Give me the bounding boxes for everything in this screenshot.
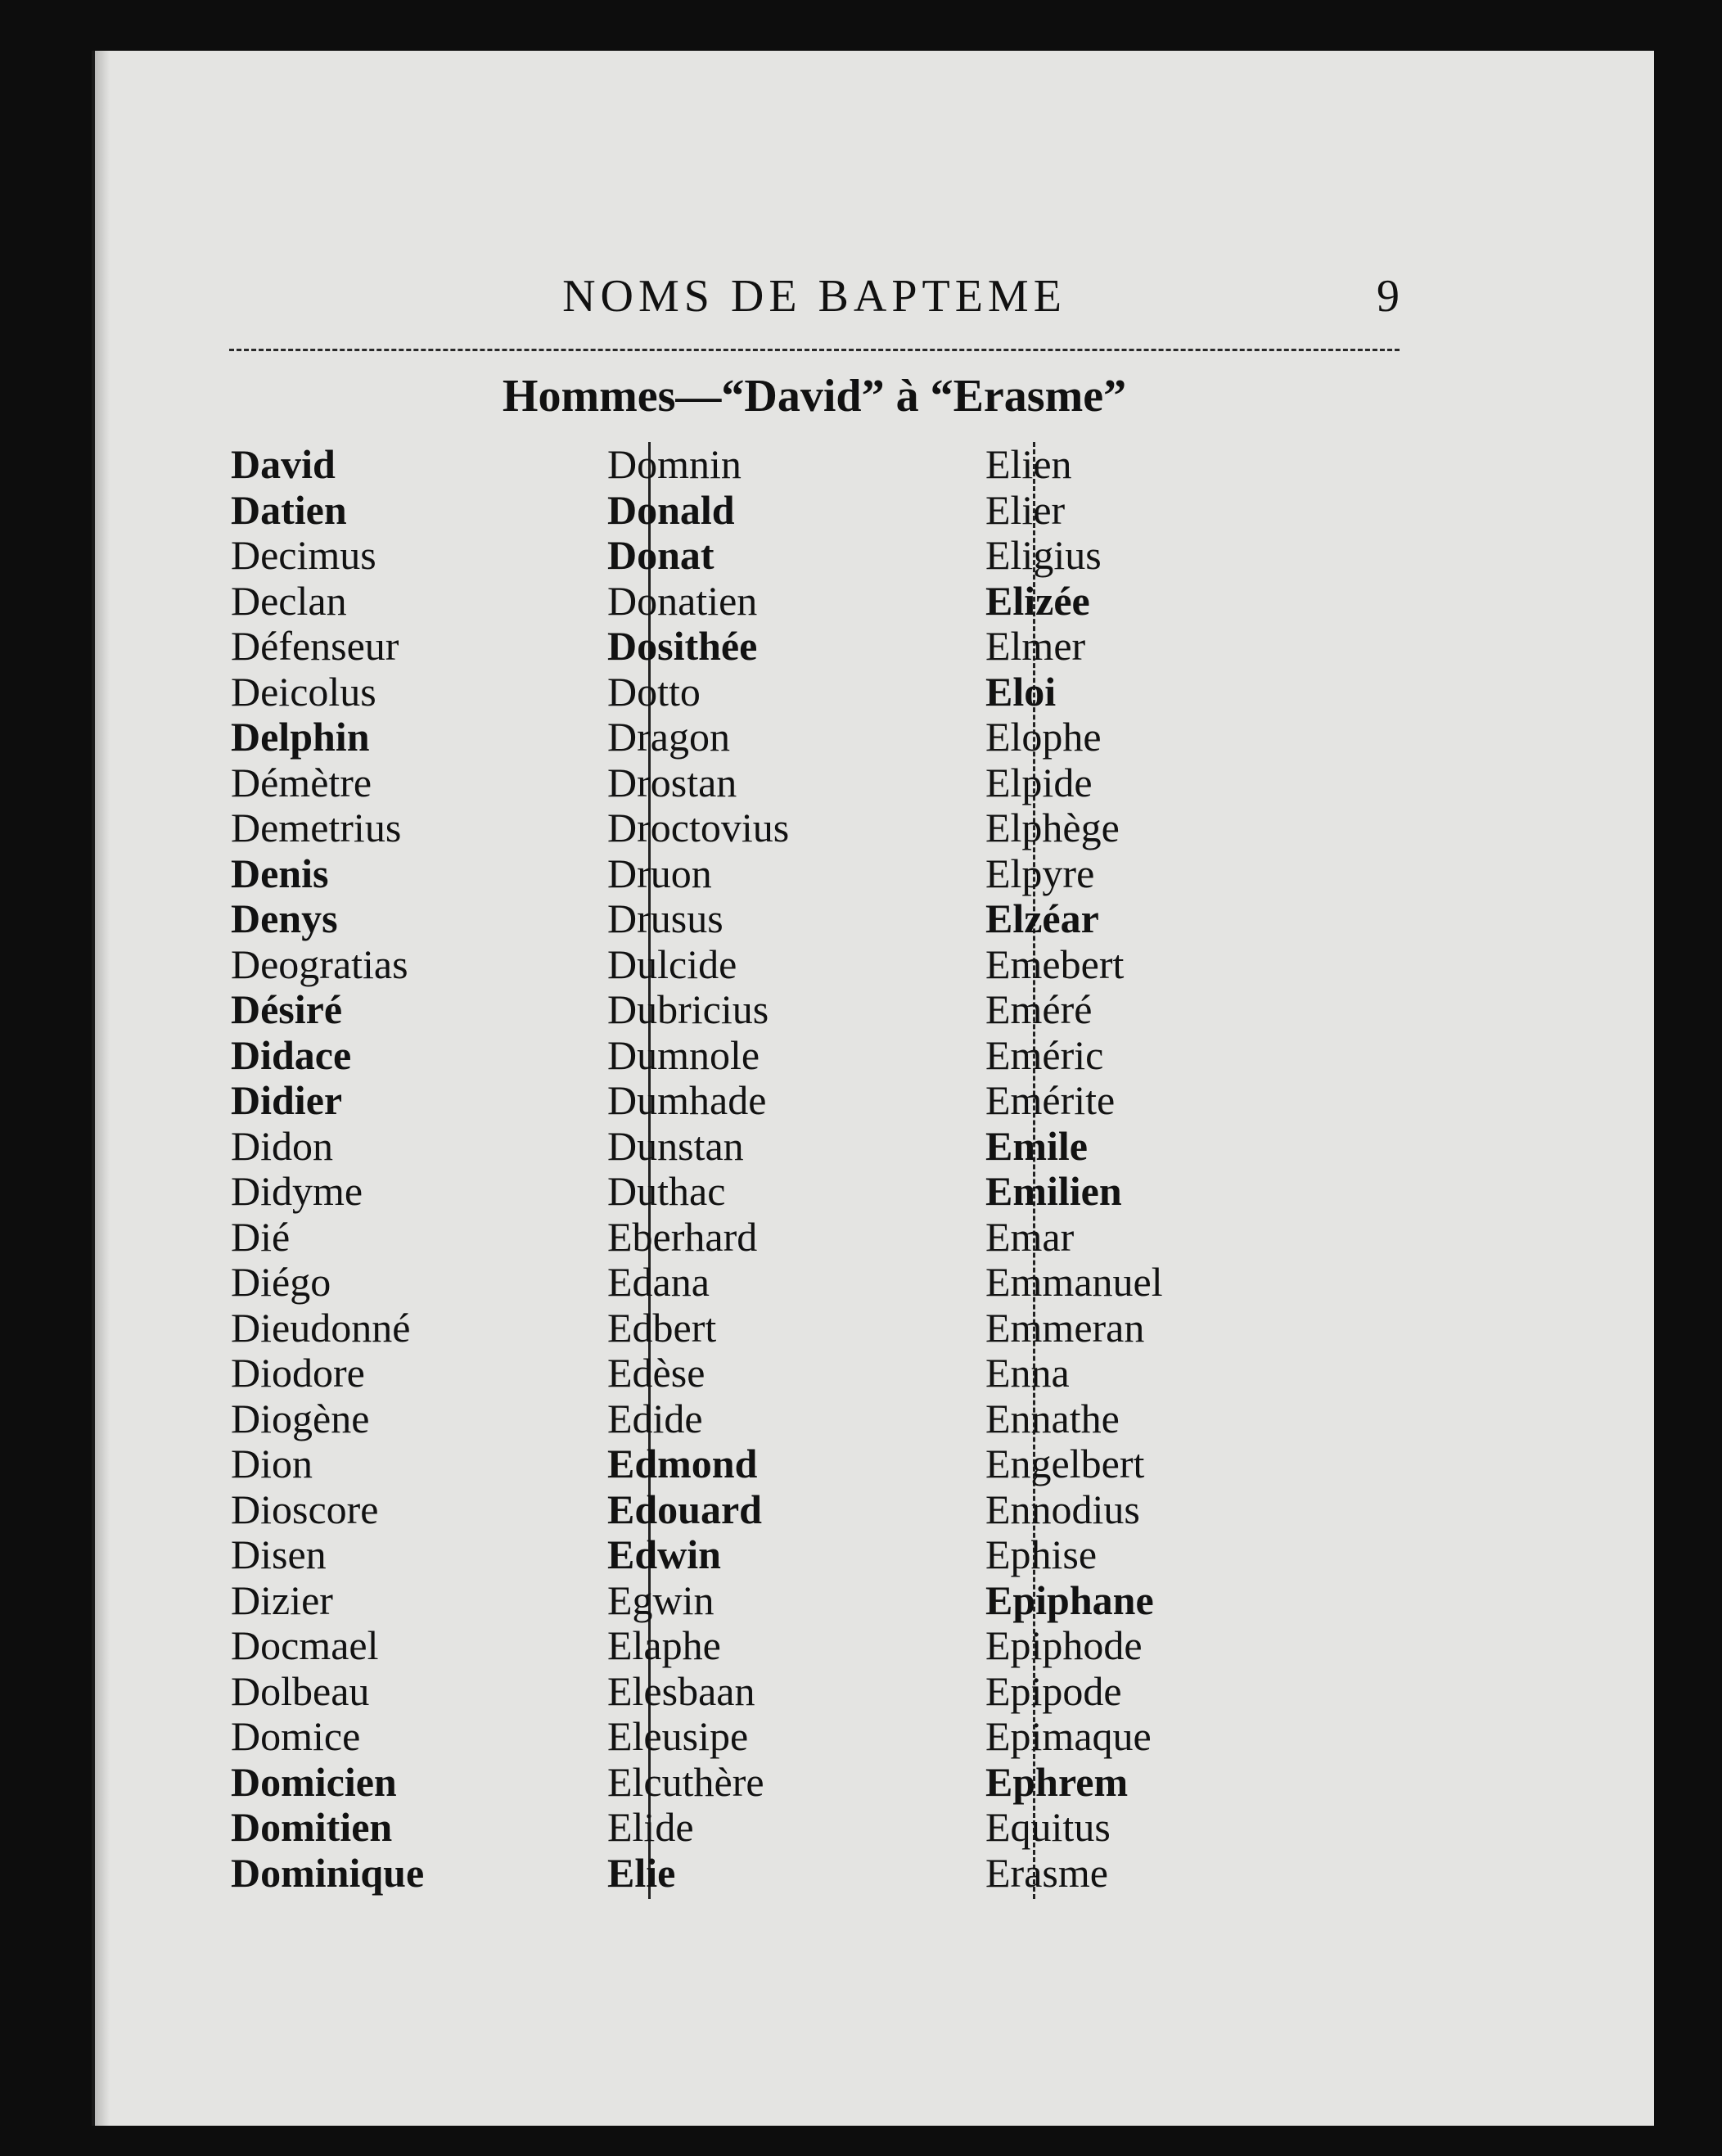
name-entry: Elesbaan xyxy=(607,1667,755,1714)
name-entry: Dubricius xyxy=(607,986,769,1032)
name-entry: David xyxy=(231,441,336,487)
name-entry: Elier xyxy=(985,486,1066,533)
name-entry: Dulcide xyxy=(607,940,737,987)
name-entry: Donatien xyxy=(607,577,758,624)
name-entry: Erasme xyxy=(985,1849,1108,1896)
name-entry: Donald xyxy=(607,486,735,533)
running-title: NOMS DE BAPTEME xyxy=(562,271,1066,322)
name-entry: Didier xyxy=(231,1077,343,1123)
name-entry: Diégo xyxy=(231,1259,331,1305)
name-entry: Drostan xyxy=(607,759,737,805)
name-entry: Engelbert xyxy=(985,1441,1145,1486)
names-column-2 xyxy=(607,442,951,1899)
name-entry: Elophe xyxy=(985,714,1102,760)
name-entry: Dotto xyxy=(607,668,701,715)
name-entry: Elphège xyxy=(985,805,1120,850)
name-entry: Emar xyxy=(985,1213,1075,1260)
name-entry: Elpide xyxy=(985,759,1093,805)
name-entry: Dieudonné xyxy=(231,1304,411,1351)
name-entry: Edwin xyxy=(607,1531,721,1577)
name-entry: Eloi xyxy=(985,668,1057,715)
names-column-1 xyxy=(231,442,554,1899)
name-entry: Elaphe xyxy=(607,1622,721,1668)
section-title: Hommes—“David” à “Erasme” xyxy=(502,371,1127,422)
name-entry: Dizier xyxy=(231,1576,333,1623)
name-entry: Emmanuel xyxy=(985,1259,1163,1305)
name-entry: Démètre xyxy=(231,759,372,805)
name-entry: Demetrius xyxy=(231,805,402,850)
name-entry: Epipode xyxy=(985,1667,1122,1714)
name-entry: Elien xyxy=(985,441,1072,487)
name-entry: Drusus xyxy=(607,895,724,941)
name-entry: Equitus xyxy=(985,1804,1111,1850)
name-entry: Domicien xyxy=(231,1758,397,1805)
name-entry: Ennathe xyxy=(985,1395,1120,1441)
name-entry: Enna xyxy=(985,1350,1070,1396)
name-entry: Decimus xyxy=(231,532,376,578)
name-entry: Edana xyxy=(607,1259,710,1305)
name-entry: Druon xyxy=(607,850,712,896)
names-table xyxy=(231,442,1401,1899)
name-entry: Ephise xyxy=(985,1531,1098,1577)
name-entry: Eméric xyxy=(985,1031,1104,1078)
name-entry: Duthac xyxy=(607,1168,726,1214)
name-entry: Deicolus xyxy=(231,668,376,715)
name-entry: Denys xyxy=(231,895,338,941)
name-entry: Disen xyxy=(231,1531,327,1577)
name-entry: Delphin xyxy=(231,714,370,760)
name-entry: Elide xyxy=(607,1804,694,1850)
name-entry: Elcuthère xyxy=(607,1758,764,1805)
name-entry: Eligius xyxy=(985,532,1102,578)
name-entry: Donat xyxy=(607,532,714,578)
header-rule xyxy=(229,349,1400,351)
name-entry: Emilien xyxy=(985,1168,1122,1214)
name-entry: Domitien xyxy=(231,1804,393,1850)
name-entry: Emile xyxy=(985,1122,1088,1169)
name-entry: Emmeran xyxy=(985,1304,1145,1351)
name-entry: Edbert xyxy=(607,1304,717,1351)
name-entry: Dominique xyxy=(231,1849,425,1896)
name-entry: Edmond xyxy=(607,1441,758,1486)
name-entry: Docmael xyxy=(231,1622,379,1668)
page-gutter-shadow xyxy=(95,51,110,2126)
name-entry: Dumnole xyxy=(607,1031,760,1078)
name-entry: Diogène xyxy=(231,1395,370,1441)
name-entry: Emérite xyxy=(985,1077,1116,1123)
name-entry: Défenseur xyxy=(231,623,399,669)
name-entry: Epiphane xyxy=(985,1576,1154,1623)
name-entry: Dragon xyxy=(607,714,730,760)
name-entry: Dosithée xyxy=(607,623,758,669)
name-entry: Elizée xyxy=(985,577,1090,624)
name-entry: Declan xyxy=(231,577,347,624)
name-entry: Didon xyxy=(231,1122,333,1169)
name-entry: Désiré xyxy=(231,986,343,1032)
name-entry: Elzéar xyxy=(985,895,1099,941)
page-header xyxy=(229,221,1400,327)
name-entry: Domice xyxy=(231,1713,361,1759)
name-entry: Eleusipe xyxy=(607,1713,749,1759)
name-entry: Didyme xyxy=(231,1168,363,1214)
name-entry: Diodore xyxy=(231,1350,365,1396)
name-entry: Elie xyxy=(607,1849,676,1896)
name-entry: Dion xyxy=(231,1441,313,1486)
name-entry: Epiphode xyxy=(985,1622,1143,1668)
page-number: 9 xyxy=(1377,271,1400,322)
name-entry: Eberhard xyxy=(607,1213,758,1260)
name-entry: Droctovius xyxy=(607,805,790,850)
name-entry: Emebert xyxy=(985,940,1125,987)
name-entry: Dié xyxy=(231,1213,291,1260)
name-entry: Elpyre xyxy=(985,850,1095,896)
name-entry: Dumhade xyxy=(607,1077,767,1123)
name-entry: Deogratias xyxy=(231,940,408,987)
name-entry: Ephrem xyxy=(985,1758,1129,1805)
name-entry: Domnin xyxy=(607,441,742,487)
name-entry: Egwin xyxy=(607,1576,714,1623)
name-entry: Dioscore xyxy=(231,1486,379,1532)
name-entry: Dolbeau xyxy=(231,1667,370,1714)
name-entry: Dunstan xyxy=(607,1122,744,1169)
name-entry: Edouard xyxy=(607,1486,762,1532)
name-entry: Epimaque xyxy=(985,1713,1152,1759)
name-entry: Denis xyxy=(231,850,329,896)
name-entry: Elmer xyxy=(985,623,1086,669)
names-column-3 xyxy=(985,442,1370,1899)
name-entry: Eméré xyxy=(985,986,1093,1032)
name-entry: Edèse xyxy=(607,1350,705,1396)
name-entry: Ennodius xyxy=(985,1486,1140,1532)
name-entry: Didace xyxy=(231,1031,352,1078)
name-entry: Datien xyxy=(231,486,347,533)
name-entry: Edide xyxy=(607,1395,703,1441)
